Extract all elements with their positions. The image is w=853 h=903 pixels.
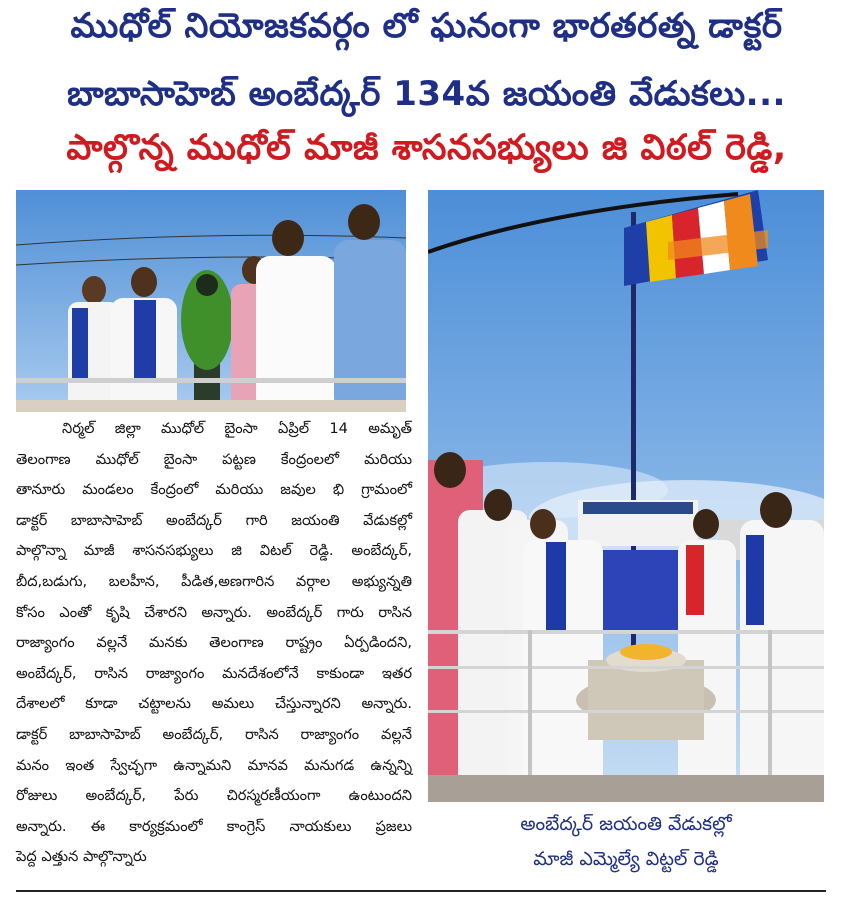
photo-caption-line-1: అంబేద్కర్ జయంతి వేడుకల్లో [520,813,732,835]
headline-line-3: పాల్గొన్న ముధోల్ మాజీ శాసనసభ్యులు జి విఠల్ రెడ్డి, [66,128,787,168]
article-line: మనం ఇంత స్వేచ్ఛగా ఉన్నామని మానవ మనుగడ ఉన్నన్ని [16,756,412,774]
photo-caption-line-2: మాజీ ఎమ్మెల్యే విట్టల్ రెడ్డి [533,848,719,870]
article-line: తానూరు మండలం కేంద్రంలో మరియు జవుల భి గ్రామంలో [16,481,412,499]
article-line: బీద,బడుగు, బలహీన, పీడిత,అణగారిన వర్గాల అభ్యున్నతి [16,572,412,590]
article-body [16,414,412,873]
article-line: పాల్గొన్నా మాజీ శాసనసభ్యులు జి విటల్ రెడ్డి. అంబేద్కర్, [16,542,412,560]
article-line: అంబేద్కర్, రాసిన రాజ్యాంగం మనదేశంలోనే కాకుండా ఇతర [16,664,412,682]
article-line: డాక్టర్ బాబాసాహెబ్ అంబేద్కర్, రాసిన రాజ్యాంగం వల్లనే [16,725,412,743]
article-line: రోజులు అంబేద్కర్, పేరు చిరస్మరణీయంగా ఉంటుందని [16,787,412,805]
article-line: రాజ్యాంగం వల్లనే మనకు తెలంగాణ రాష్ట్రం ఏర్పడిందని, [16,634,412,652]
article-line: నిర్మల్ జిల్లా ముధోల్ బైంసా ఏప్రిల్ 14 అమృత్ [62,420,412,437]
article-line: దేశాలలో కూడా చట్టాలను అమలు చేస్తున్నారని అన్నారు. [16,695,412,713]
article-line: అన్నారు. ఈ కార్యక్రమంలో కాంగ్రెస్ నాయకులు ప్రజలు [16,817,412,835]
article-line: డాక్టర్ బాబాసాహెబ్ అంబేద్కర్ గారి జయంతి వేడుకల్లో [16,511,412,529]
headline-line-1: ముధోల్ నియోజకవర్గం లో ఘనంగా భారతరత్న డాక్టర్ [70,6,783,46]
group-garlanding-statue-photo [16,190,406,412]
article-line: పెద్ద ఎత్తున పాల్గొన్నారు [16,848,147,866]
headline-line-2: బాబాసాహెబ్ అంబేద్కర్ 134వ జయంతి వేడుకలు... [67,74,786,114]
flag-hoisting-photo [428,190,824,802]
article-line: కోసం ఎంతో కృషి చేశారని అన్నారు. అంబేద్కర్ గారు రాసిన [16,603,412,621]
article-line: తెలంగాణ ముధోల్ బైంసా పట్టణ కేంద్రంలలో మరియు [16,450,412,468]
bottom-rule-divider [16,890,826,892]
